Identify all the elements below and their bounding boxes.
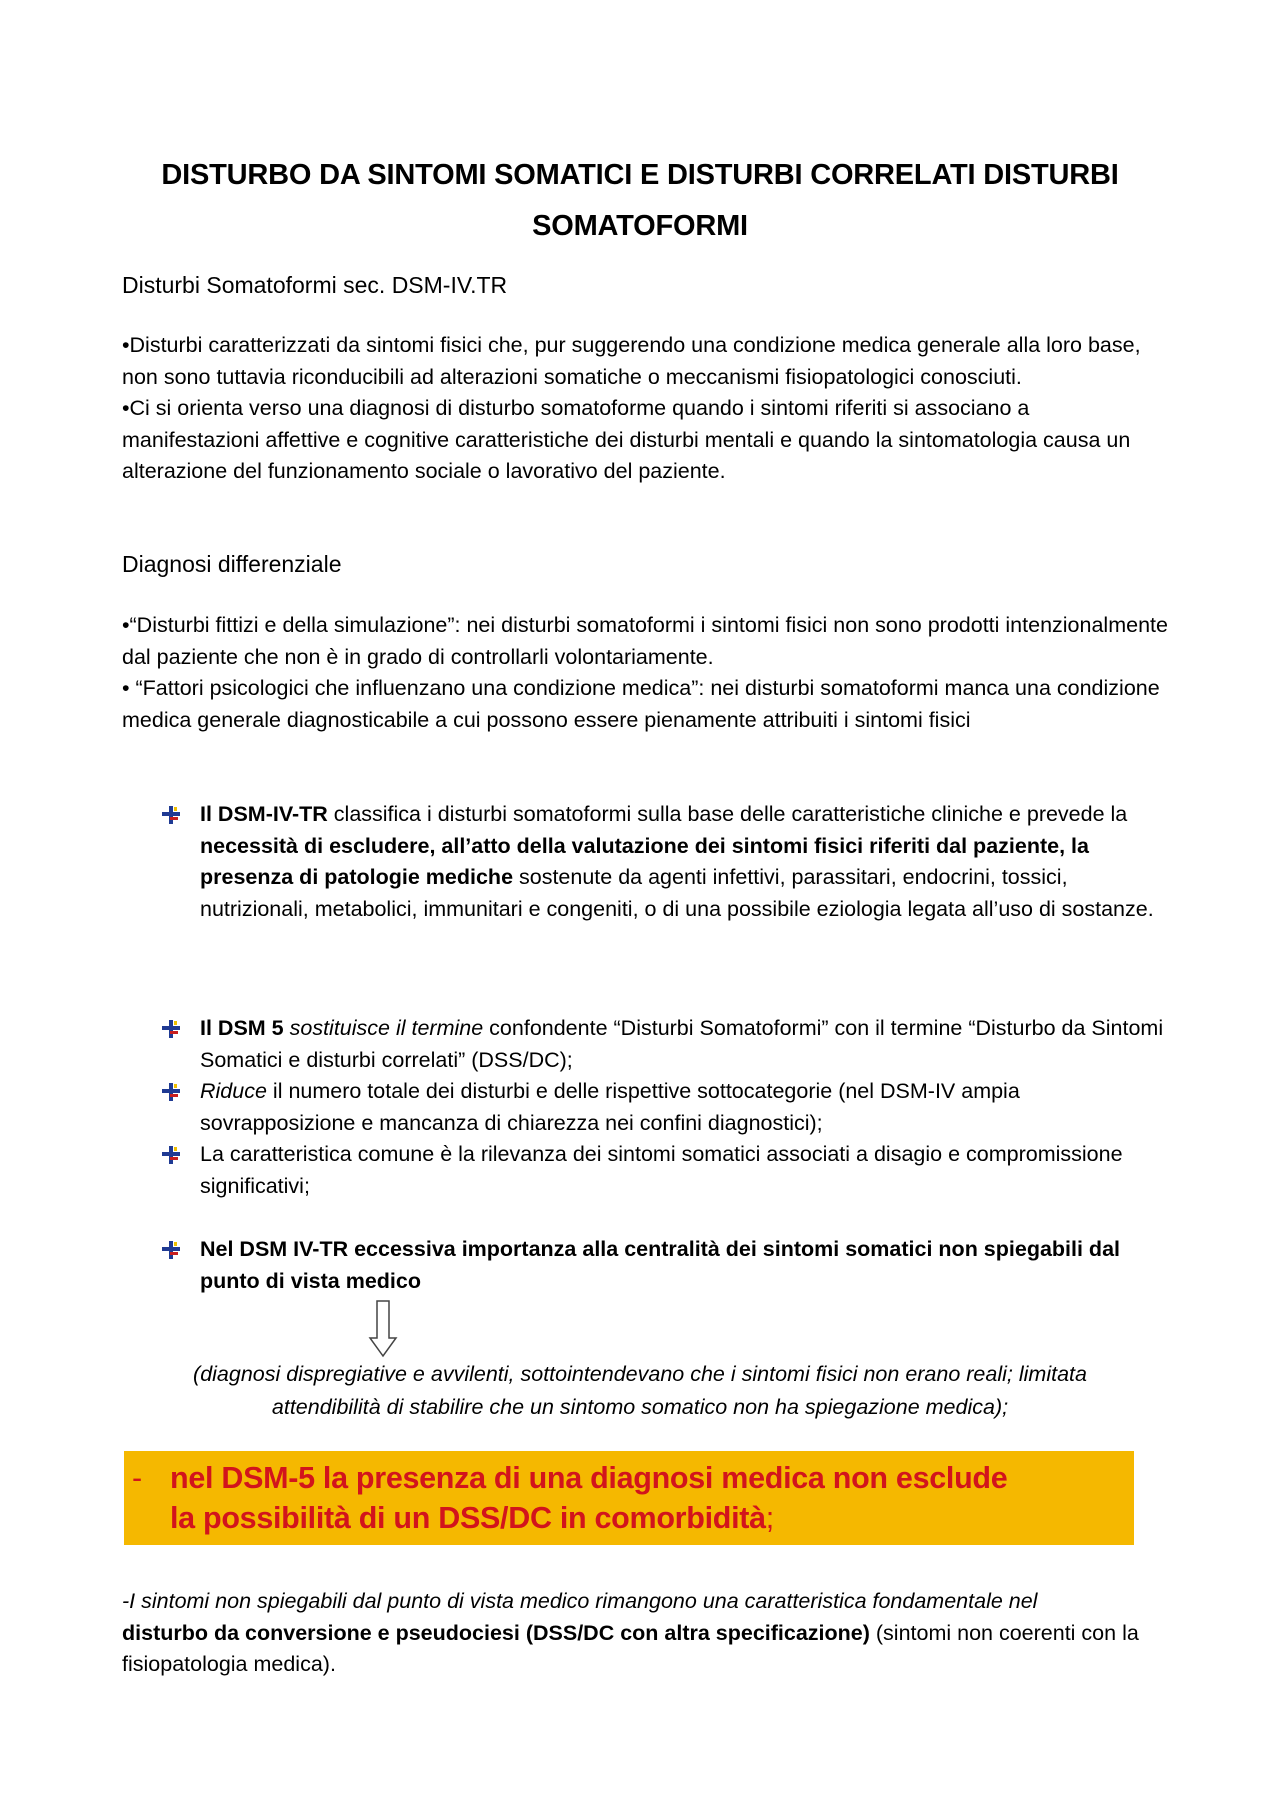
italic-text: sostituisce il termine	[289, 1016, 484, 1040]
highlight-box	[124, 1451, 1134, 1545]
bullet-list-1	[160, 799, 1170, 925]
list-item: Riduce il numero totale dei disturbi e delle rispettive sottocategorie (nel DSM-IV ampia sovrapposizione e mancanza di chiarezza nei confini diagnostici);	[160, 1076, 1170, 1139]
dash-marker: -	[132, 1461, 142, 1495]
bold-text: necessità di escludere, all’atto della valutazione dei sintomi fisici riferiti dal paziente, la presenza di patologie mediche	[200, 833, 1089, 889]
section-2-body	[122, 610, 1172, 736]
bullet-list-2	[160, 1013, 1170, 1202]
bullet-arrow-icon	[160, 1019, 182, 1039]
italic-text: -I sintomi non spiegabili dal punto di vista medico rimangono una caratteristica fondamentale nel	[122, 1589, 1038, 1613]
bold-text: disturbo da conversione e pseudociesi (DSS/DC con altra specificazione)	[122, 1620, 870, 1645]
bold-text: Nel DSM IV-TR eccessiva importanza alla centralità dei sintomi somatici non spiegabili dal punto di vista medico	[200, 1237, 1120, 1293]
paragraph: •“Disturbi fittizi e della simulazione”: nei disturbi somatoformi i sintomi fisici non sono prodotti intenzionalmente dal paziente che non è in grado di controllarli volontariamente.	[122, 613, 1168, 669]
bullet-arrow-icon	[160, 805, 182, 825]
list-item: La caratteristica comune è la rilevanza dei sintomi somatici associati a disagio e compromissione significativi;	[160, 1139, 1170, 1202]
italic-note: (diagnosi dispregiative e avvilenti, sottointendevano che i sintomi fisici non erano reali; limitata attendibilità di stabilire che un sintomo somatico non ha spiegazione medica);	[193, 1362, 1087, 1419]
bold-text: Il DSM-IV-TR	[200, 802, 328, 826]
list-item: Il DSM-IV-TR classifica i disturbi somatoformi sulla base delle caratteristiche cliniche e prevede la necessità di escludere, all’atto della valutazione dei sintomi fisici riferiti dal paziente, la presenza di patologie mediche sostenute da agenti infettivi, parassitari, endocrini, tossici, nutrizionali, metabolici, immunitari e congeniti, o di una possibile eziologia legata all’uso di sostanze.	[160, 799, 1170, 925]
bullet-arrow-icon	[160, 1145, 182, 1165]
section-heading-dsm-iv: Disturbi Somatoformi sec. DSM-IV.TR	[122, 272, 508, 298]
closing-paragraph: -I sintomi non spiegabili dal punto di vista medico rimangono una caratteristica fondamentale nel disturbo da conversione e pseudociesi (DSS/DC con altra specificazione) (sintomi non coerenti con la fisiopatologia medica).	[122, 1589, 1139, 1676]
bold-text: Il DSM 5	[200, 1016, 284, 1040]
highlight-line-2: la possibilità di un DSS/DC in comorbidità	[170, 1501, 766, 1535]
title-line-2: SOMATOFORMI	[532, 210, 748, 242]
page-title	[122, 150, 1158, 252]
down-arrow-icon	[368, 1300, 398, 1358]
section-1-body	[122, 330, 1172, 488]
italic-text: Riduce	[200, 1079, 267, 1103]
list-item: Il DSM 5 sostituisce il termine confondente “Disturbi Somatoformi” con il termine “Disturbo da Sintomi Somatici e disturbi correlati” (DSS/DC);	[160, 1013, 1170, 1076]
bullet-arrow-icon	[160, 1240, 182, 1260]
list-item	[160, 1234, 1170, 1297]
section-heading-diagnosi: Diagnosi differenziale	[122, 551, 342, 577]
highlight-line-1: nel DSM-5 la presenza di una diagnosi medica non esclude	[170, 1461, 1008, 1495]
paragraph: •Disturbi caratterizzati da sintomi fisici che, pur suggerendo una condizione medica generale alla loro base, non sono tuttavia riconducibili ad alterazioni somatiche o meccanismi fisiopatologici conosciuti.	[122, 333, 1141, 389]
bullet-arrow-icon	[160, 1082, 182, 1102]
highlight-semicolon: ;	[765, 1501, 774, 1535]
paragraph: • “Fattori psicologici che influenzano una condizione medica”: nei disturbi somatoformi manca una condizione medica generale diagnosticabile a cui possono essere pienamente attribuiti i sintomi fisici	[122, 676, 1160, 732]
title-line-1: DISTURBO DA SINTOMI SOMATICI E DISTURBI CORRELATI DISTURBI	[161, 159, 1119, 191]
bullet-list-3	[160, 1234, 1170, 1297]
paragraph: •Ci si orienta verso una diagnosi di disturbo somatoforme quando i sintomi riferiti si associano a manifestazioni affettive e cognitive caratteristiche dei disturbi mentali e quando la sintomatologia causa un alterazione del funzionamento sociale o lavorativo del paziente.	[122, 396, 1131, 483]
